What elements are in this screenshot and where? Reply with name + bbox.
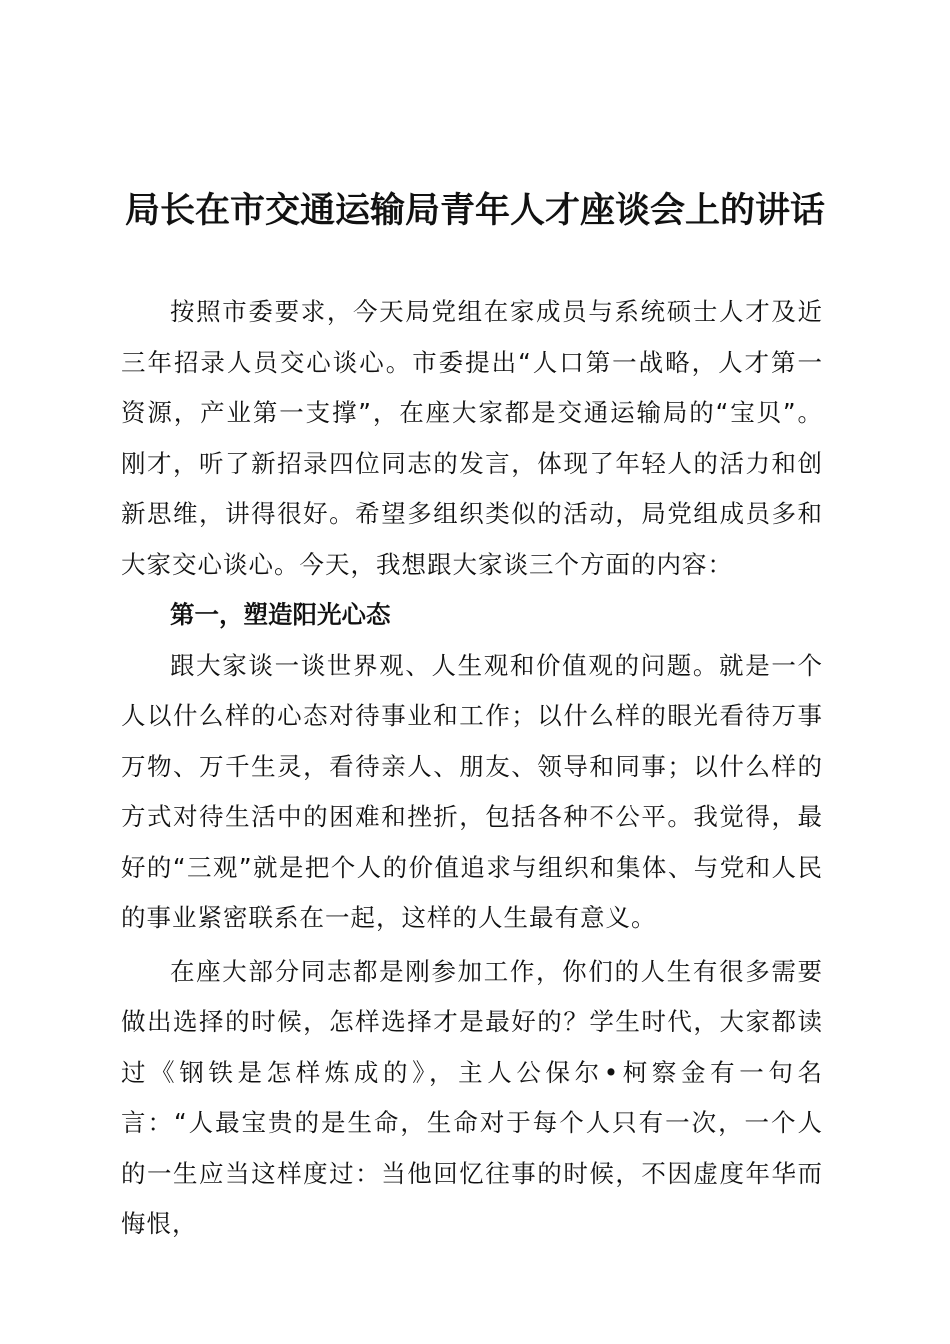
paragraph-worldview: 跟大家谈一谈世界观、人生观和价值观的问题。就是一个人以什么样的心态对待事业和工作；以什么样的眼光看待万事万物、万千生灵，看待亲人、朋友、领导和同事；以什么样的方式对待生活中的困难和挫折，包括各种不公平。我觉得，最好的“三观”就是把个人的价值追求与组织和集体、与党和人民的事业紧密联系在一起，这样的人生最有意义。 — [121, 650, 823, 932]
paragraph-intro: 按照市委要求，今天局党组在家成员与系统硕士人才及近三年招录人员交心谈心。市委提出“人口第一战略，人才第一资源，产业第一支撑”，在座大家都是交通运输局的“宝贝”。刚才，听了新招录四位同志的发言，体现了年轻人的活力和创新思维，讲得很好。希望多组织类似的活动，局党组成员多和大家交心谈心。今天，我想跟大家谈三个方面的内容： — [121, 297, 823, 579]
document-title: 局长在市交通运输局青年人才座谈会上的讲话 — [124, 190, 825, 231]
section-heading-1: 第一，塑造阳光心态 — [170, 600, 391, 629]
document-body — [121, 287, 823, 1250]
paragraph-choices: 在座大部分同志都是刚参加工作，你们的人生有很多需要做出选择的时候，怎样选择才是最好的？学生时代，大家都读过《钢铁是怎样炼成的》，主人公保尔•柯察金有一句名言：“人最宝贵的是生命，生命对于每个人只有一次，一个人的一生应当这样度过：当他回忆往事的时候，不因虚度年华而悔恨， — [121, 956, 823, 1238]
